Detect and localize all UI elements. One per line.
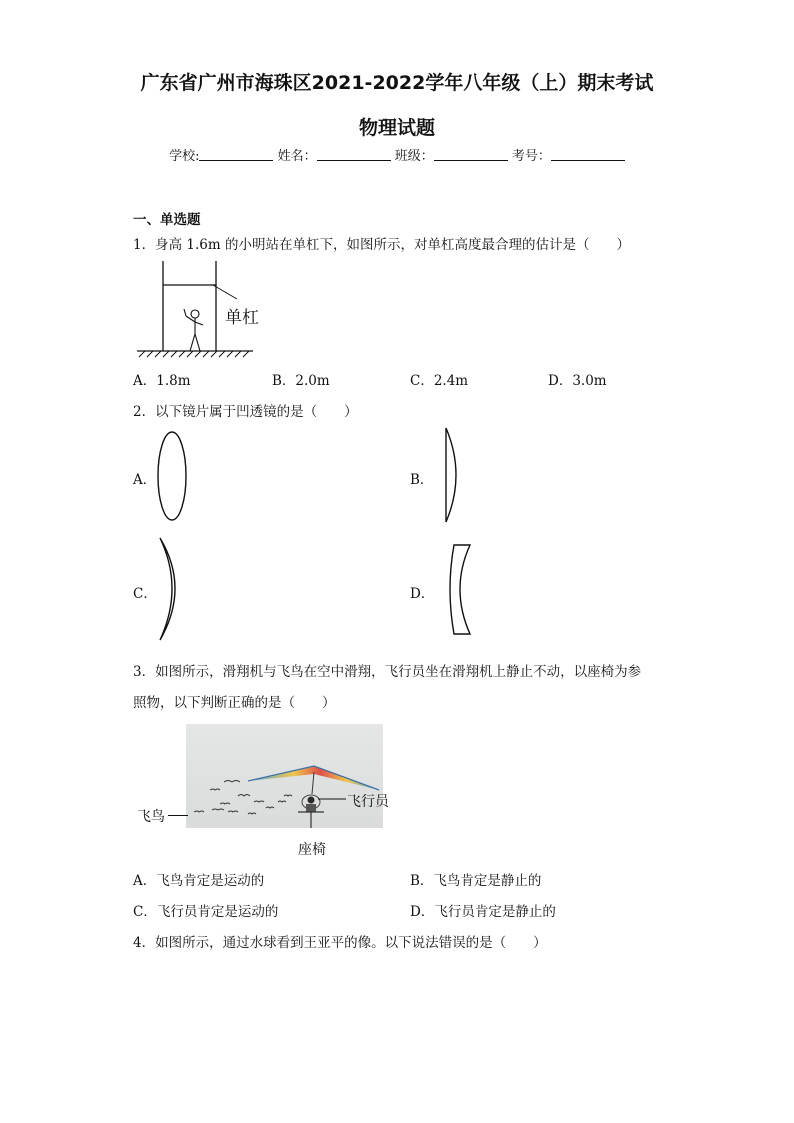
class-label: 班级： [394, 149, 434, 164]
seat-label: 座椅 [298, 842, 326, 858]
q2-option-c[interactable]: C． [133, 586, 157, 602]
biconvex-lens-icon [150, 428, 195, 528]
q3-option-a[interactable]: A．飞鸟肯定是运动的 [133, 873, 265, 889]
plano-convex-lens-icon [436, 426, 466, 526]
bird-label: 飞鸟 [137, 809, 165, 825]
q2-option-a[interactable]: A． [133, 472, 157, 488]
question-2-text: 2．以下镜片属于凹透镜的是（ ） [133, 404, 358, 420]
q1-option-a[interactable]: A．1.8m [133, 373, 191, 389]
q1-option-c[interactable]: C．2.4m [410, 373, 469, 389]
q3-option-d[interactable]: D．飞行员肯定是静止的 [410, 904, 556, 920]
name-blank[interactable] [317, 148, 391, 161]
question-3-text-line2: 照物，以下判断正确的是（ ） [133, 695, 336, 711]
exam-title: 广东省广州市海珠区2021-2022学年八年级（上）期末考试 [140, 72, 654, 94]
question-4-text: 4．如图所示，通过水球看到王亚平的像。以下说法错误的是（ ） [133, 935, 547, 951]
q3-option-c[interactable]: C．飞行员肯定是运动的 [133, 904, 279, 920]
meniscus-lens-icon [150, 536, 190, 644]
exam-subtitle: 物理试题 [358, 117, 435, 139]
glider-photo [186, 724, 383, 828]
q1-option-d[interactable]: D．3.0m [548, 373, 607, 389]
q2-option-b[interactable]: B． [410, 472, 434, 488]
school-label: 学校: [169, 149, 200, 164]
exam-number-label: 考号： [511, 149, 551, 164]
question-1-text: 1．身高 1.6m 的小明站在单杠下，如图所示，对单杠高度最合理的估计是（ ） [133, 237, 630, 253]
pilot-label: 飞行员 [347, 794, 389, 810]
class-blank[interactable] [434, 148, 508, 161]
question-3-text-line1: 3．如图所示，滑翔机与飞鸟在空中滑翔，飞行员坐在滑翔机上静止不动，以座椅为参 [133, 664, 642, 680]
student-info-row [0, 145, 794, 164]
q2-option-d[interactable]: D． [410, 586, 435, 602]
bird-pointer-line [168, 815, 188, 816]
plano-concave-lens-icon [442, 542, 478, 638]
section-heading: 一、单选题 [133, 212, 201, 228]
horizontal-bar-figure [133, 259, 283, 359]
bar-label: 单杠 [225, 308, 259, 328]
q1-option-b[interactable]: B．2.0m [272, 373, 330, 389]
exam-number-blank[interactable] [551, 148, 625, 161]
name-label: 姓名： [277, 149, 317, 164]
q3-option-b[interactable]: B．飞鸟肯定是静止的 [410, 873, 542, 889]
school-blank[interactable] [199, 148, 273, 161]
